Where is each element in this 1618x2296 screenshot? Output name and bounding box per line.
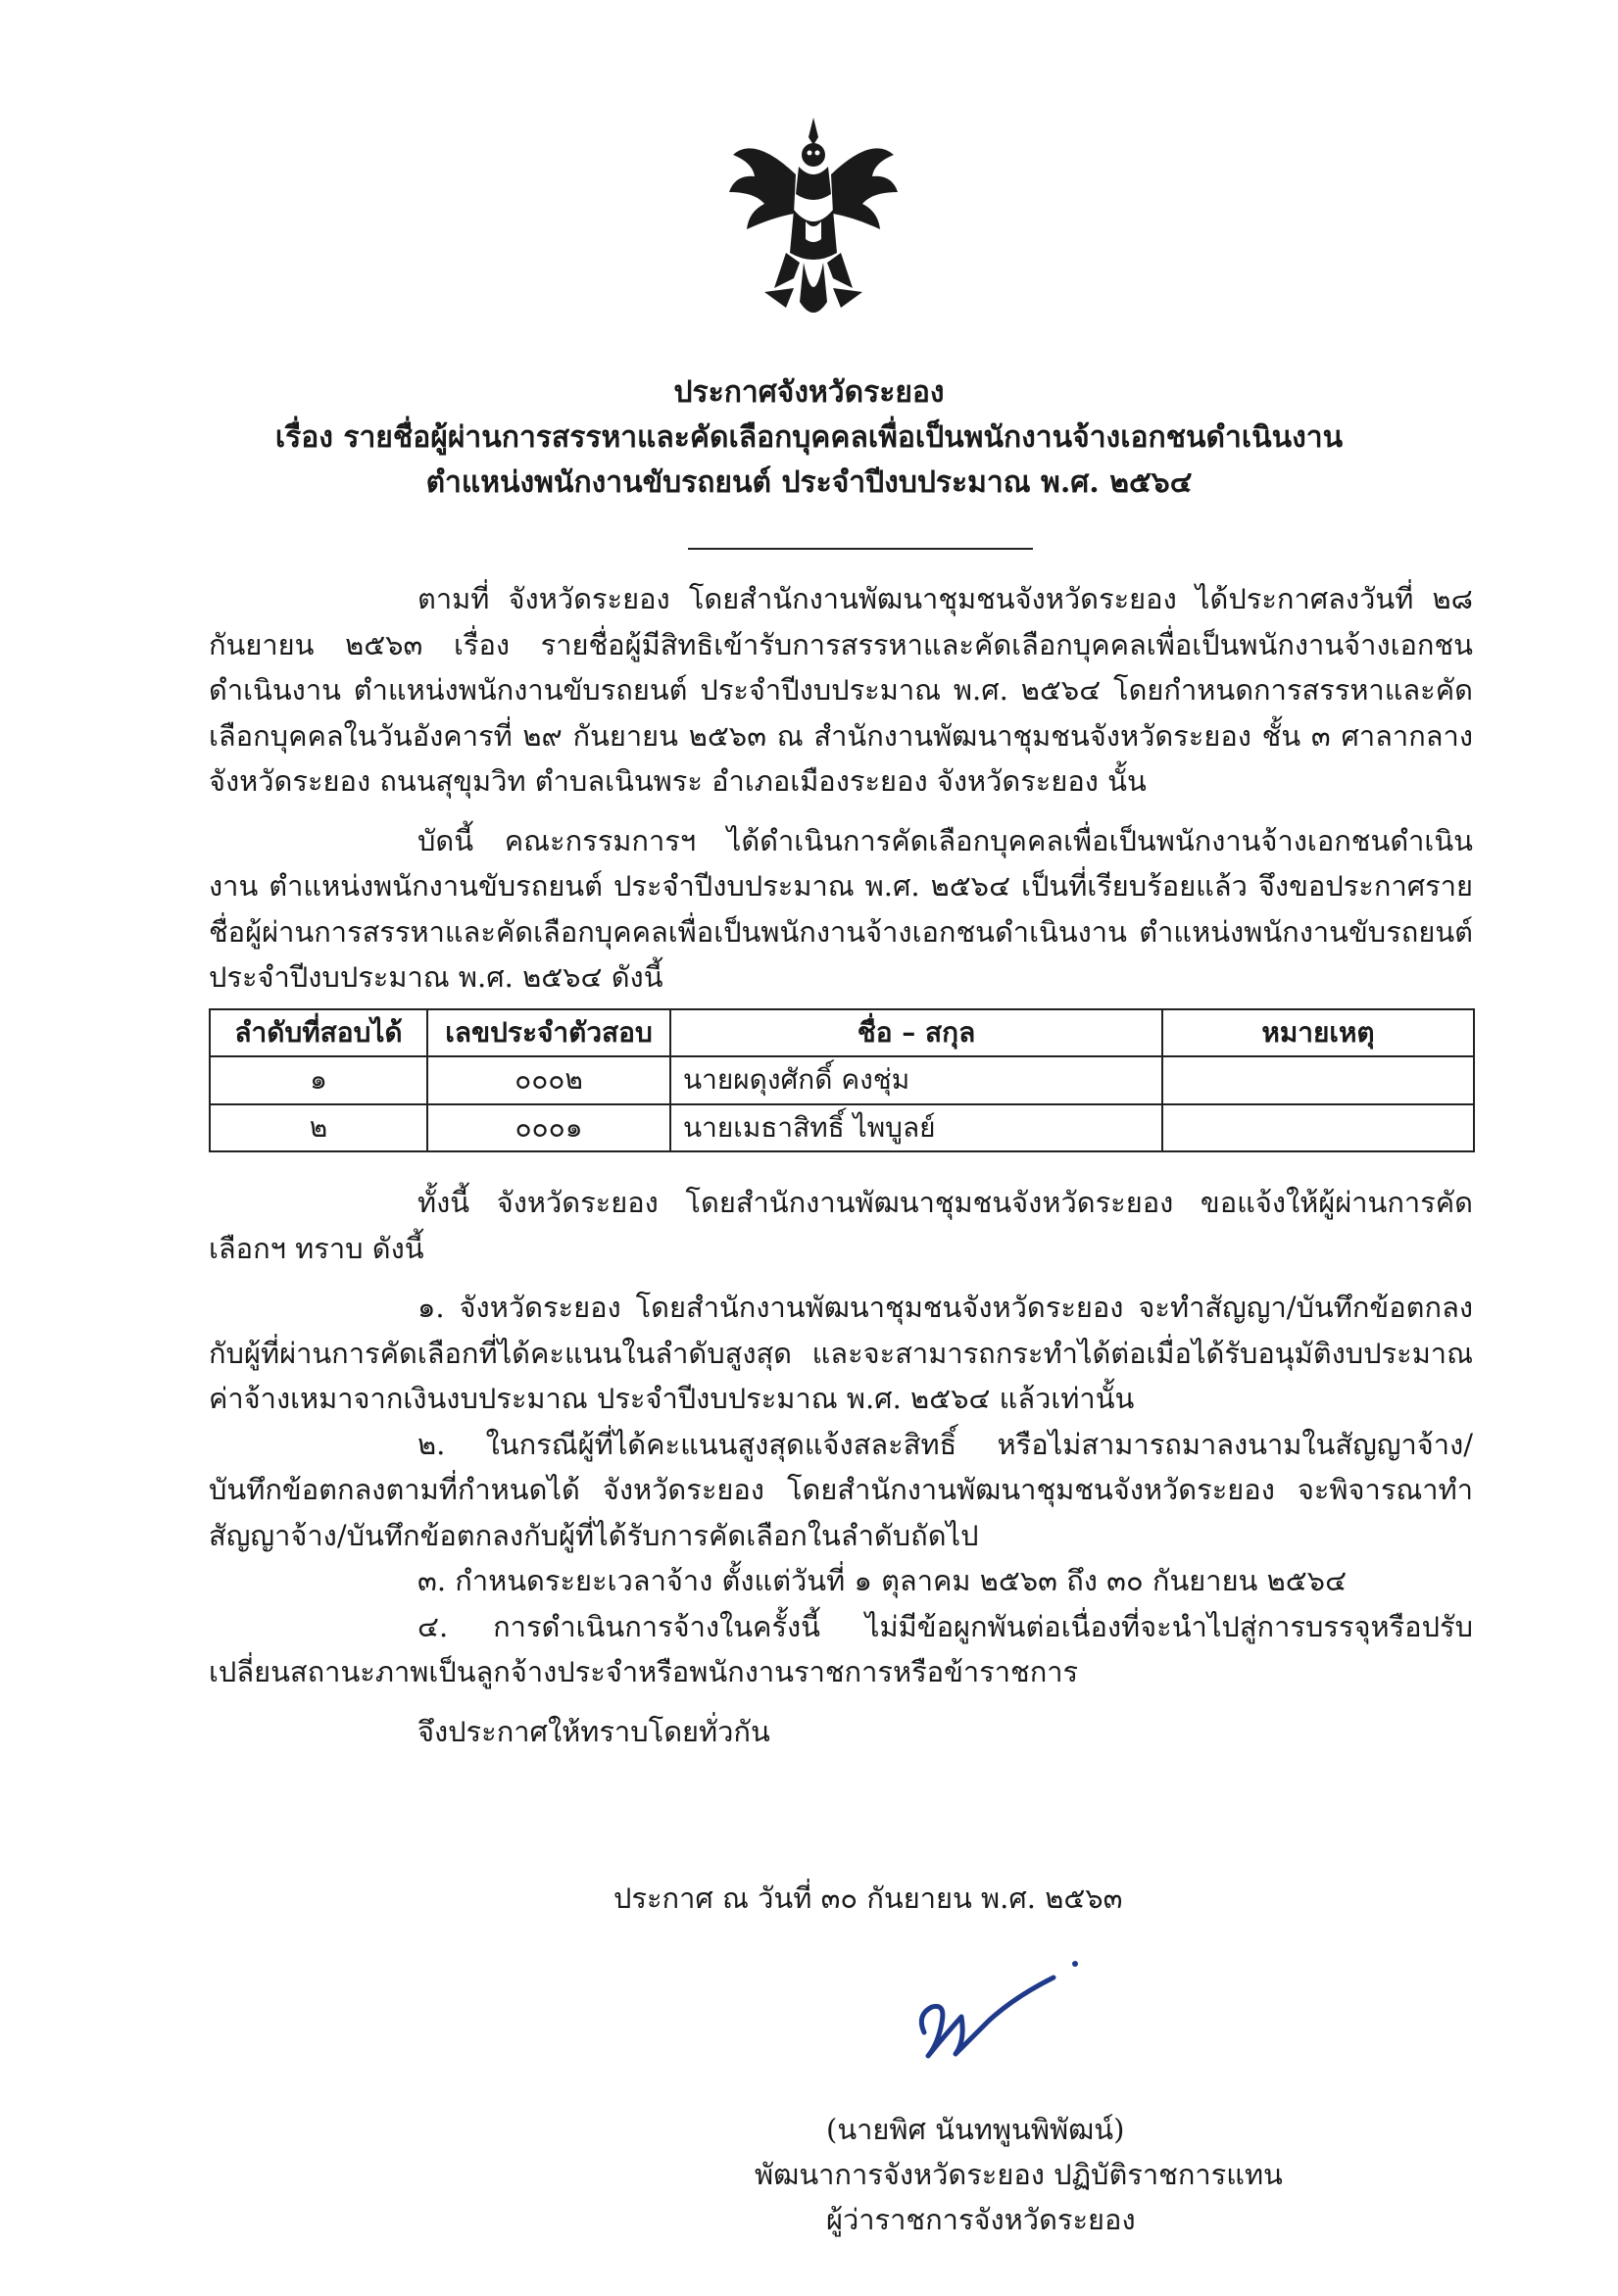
paragraph-notice-intro: ทั้งนี้ จังหวัดระยอง โดยสำนักงานพัฒนาชุมชนจังหวัดระยอง ขอแจ้งให้ผู้ผ่านการคัดเลือกฯ ทราบ ดังนี้ — [209, 1186, 1473, 1265]
title-position-line: ตำแหน่งพนักงานขับรถยนต์ ประจำปีงบประมาณ พ.ศ. ๒๕๖๔ — [425, 465, 1193, 500]
notice-item-2: ๒. ในกรณีผู้ที่ได้คะแนนสูงสุดแจ้งสละสิทธิ์ หรือไม่สามารถมาลงนามในสัญญาจ้าง/บันทึกข้อตกลงตามที่กำหนดได้ จังหวัดระยอง โดยสำนักงานพัฒนาชุมชนจังหวัดระยอง จะพิจารณาทำสัญญาจ้าง/บันทึกข้อตกลงกับผู้ที่ได้รับการคัดเลือกในลำดับถัดไป — [209, 1427, 1473, 1552]
garuda-emblem-icon — [725, 116, 902, 323]
paragraph-background: ตามที่ จังหวัดระยอง โดยสำนักงานพัฒนาชุมชนจังหวัดระยอง ได้ประกาศลงวันที่ ๒๘ กันยายน ๒๕๖๓ เรื่อง รายชื่อผู้มีสิทธิเข้ารับการสรรหาและคัดเลือกบุคคลเพื่อเป็นพนักงานจ้างเอกชนดำเนินงาน ตำแหน่งพนักงานขับรถยนต์ ประจำปีงบประมาณ พ.ศ. ๒๕๖๔ โดยกำหนดการสรรหาและคัดเลือกบุคคลในวันอังคารที่ ๒๙ กันยายน ๒๕๖๓ ณ สำนักงานพัฒนาชุมชนจังหวัดระยอง ชั้น ๓ ศาลากลางจังหวัดระยอง ถนนสุขุมวิท ตำบลเนินพระ อำเภอเมืองระยอง จังหวัดระยอง นั้น — [209, 582, 1473, 798]
notice-item-1: ๑. จังหวัดระยอง โดยสำนักงานพัฒนาชุมชนจังหวัดระยอง จะทำสัญญา/บันทึกข้อตกลงกับผู้ที่ผ่านการคัดเลือกที่ได้คะแนนในลำดับสูงสุด และจะสามารถกระทำได้ต่อเมื่อได้รับอนุมัติงบประมาณค่าจ้างเหมาจากเงินงบประมาณ ประจำปีงบประมาณ พ.ศ. ๒๕๖๔ แล้วเท่านั้น — [209, 1291, 1473, 1415]
notice-item-4: ๔. การดำเนินการจ้างในครั้งนี้ ไม่มีข้อผูกพันต่อเนื่องที่จะนำไปสู่การบรรจุหรือปรับเปลี่ยนสถานะภาพเป็นลูกจ้างประจำหรือพนักงานราชการหรือข้าราชการ — [209, 1609, 1473, 1688]
table-row — [210, 1104, 1474, 1152]
paragraph-result-intro: บัดนี้ คณะกรรมการฯ ได้ดำเนินการคัดเลือกบุคคลเพื่อเป็นพนักงานจ้างเอกชนดำเนินงาน ตำแหน่งพนักงานขับรถยนต์ ประจำปีงบประมาณ พ.ศ. ๒๕๖๔ เป็นที่เรียบร้อยแล้ว จึงขอประกาศรายชื่อผู้ผ่านการสรรหาและคัดเลือกบุคคลเพื่อเป็นพนักงานจ้างเอกชนดำเนินงาน ตำแหน่งพนักงานขับรถยนต์ ประจำปีงบประมาณ พ.ศ. ๒๕๖๔ ดังนี้ — [209, 823, 1473, 994]
title-subject-line: เรื่อง รายชื่อผู้ผ่านการสรรหาและคัดเลือกบุคคลเพื่อเป็นพนักงานจ้างเอกชนดำเนินงาน — [274, 420, 1344, 455]
announcement-title — [0, 370, 1618, 506]
cell-remarks — [1162, 1104, 1474, 1152]
table-row — [210, 1056, 1474, 1104]
cell-full-name: นายผดุงศักดิ์ คงชุ่ม — [670, 1056, 1162, 1104]
cell-full-name: นายเมธาสิทธิ์ ไพบูลย์ — [670, 1104, 1162, 1152]
signer-office: ผู้ว่าราชการจังหวัดระยอง — [826, 2203, 1136, 2236]
signer-name: (นายพิศ นันทพูนพิพัฒน์) — [826, 2113, 1125, 2146]
closing-statement: จึงประกาศให้ทราบโดยทั่วกัน — [417, 1714, 770, 1748]
title-divider — [688, 548, 1033, 550]
results-table — [209, 1008, 1475, 1153]
cell-rank: ๒ — [210, 1104, 427, 1152]
handwritten-signature-icon — [907, 1946, 1083, 2074]
cell-exam-id: ๐๐๐๒ — [427, 1056, 670, 1104]
header-remarks: หมายเหตุ — [1162, 1009, 1474, 1057]
table-header-row — [210, 1009, 1474, 1057]
header-exam-id: เลขประจำตัวสอบ — [427, 1009, 670, 1057]
notice-item-3: ๓. กำหนดระยะเวลาจ้าง ตั้งแต่วันที่ ๑ ตุลาคม ๒๕๖๓ ถึง ๓๐ กันยายน ๒๕๖๔ — [417, 1564, 1348, 1597]
announcement-body — [209, 576, 1473, 1768]
signer-block — [0, 2107, 1618, 2242]
cell-rank: ๑ — [210, 1056, 427, 1104]
header-full-name: ชื่อ – สกุล — [670, 1009, 1162, 1057]
announcement-date: ประกาศ ณ วันที่ ๓๐ กันยายน พ.ศ. ๒๕๖๓ — [613, 1881, 1123, 1915]
cell-exam-id: ๐๐๐๑ — [427, 1104, 670, 1152]
header-rank: ลำดับที่สอบได้ — [210, 1009, 427, 1057]
signer-position: พัฒนาการจังหวัดระยอง ปฏิบัติราชการแทน — [755, 2158, 1283, 2191]
cell-remarks — [1162, 1056, 1474, 1104]
title-line: ประกาศจังหวัดระยอง — [673, 375, 945, 410]
